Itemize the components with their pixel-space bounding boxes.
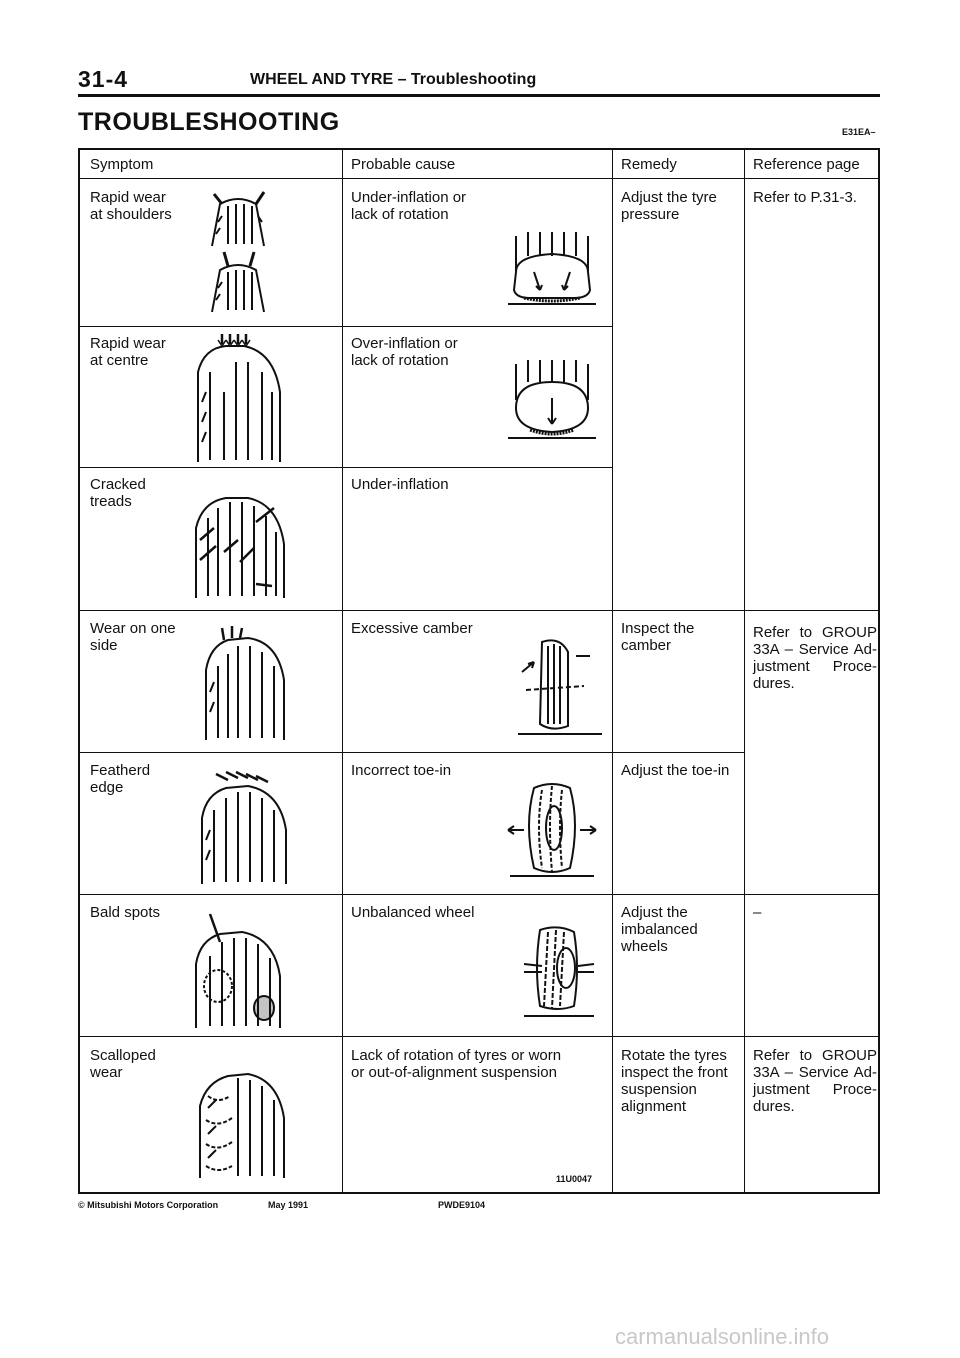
tread-bald-spot-icon xyxy=(184,912,288,1030)
running-title: WHEEL AND TYRE – Troubleshooting xyxy=(250,71,537,88)
tread-centre-wear-icon xyxy=(184,332,288,464)
remedy-cell: Adjust the imbalanced wheels xyxy=(621,904,698,955)
remedy-cell: Adjust the toe-in xyxy=(621,762,730,779)
remedy-cell: Rotate the tyres inspect the front suspension alignment xyxy=(621,1047,728,1115)
symptom-cell: Rapid wear at centre xyxy=(90,335,166,369)
reference-cell: Refer to GROUP 33A – Service Adjustment Procedures. xyxy=(753,1047,877,1115)
cause-cell: Under-inflation xyxy=(351,476,449,493)
page-header xyxy=(78,66,880,96)
column-header-remedy: Remedy xyxy=(621,156,677,173)
figure-code: 11U0047 xyxy=(556,1174,593,1184)
cause-cell: Lack of rotation of tyres or worn or out-of-alignment suspension xyxy=(351,1047,562,1081)
cause-cell: Unbalanced wheel xyxy=(351,904,475,921)
footer-date: May 1991 xyxy=(268,1200,309,1210)
reference-cell: – xyxy=(753,904,762,921)
symptom-cell: Cracked treads xyxy=(90,476,146,510)
row-divider xyxy=(80,752,745,753)
tyre-toe-in-icon xyxy=(500,782,604,878)
row-divider xyxy=(80,610,878,611)
row-divider xyxy=(80,894,878,895)
watermark: carmanualsonline.info xyxy=(615,1324,830,1349)
tyre-overinflated-icon xyxy=(504,360,600,450)
tread-cracked-icon xyxy=(186,488,290,600)
symptom-cell: Bald spots xyxy=(90,904,161,921)
troubleshooting-table xyxy=(78,148,880,1194)
section-code: E31EA– xyxy=(842,127,876,137)
header-divider xyxy=(80,178,878,179)
tyre-unbalanced-icon xyxy=(504,922,604,1018)
header-rule xyxy=(78,94,880,97)
cause-cell: Under-inflation or lack of rotation xyxy=(351,189,467,223)
reference-cell: Refer to GROUP 33A – Service Adjustment Procedures. xyxy=(753,624,877,692)
tyre-camber-icon xyxy=(502,636,602,736)
tread-scalloped-icon xyxy=(188,1056,292,1180)
column-header-cause: Probable cause xyxy=(351,156,456,173)
page-number: 31-4 xyxy=(78,66,129,92)
remedy-cell: Inspect the camber xyxy=(621,620,695,654)
cause-cell: Over-inflation or lack of rotation xyxy=(351,335,458,369)
row-divider xyxy=(80,467,613,468)
symptom-cell: Scalloped wear xyxy=(90,1047,156,1081)
section-title: TROUBLESHOOTING xyxy=(78,108,340,136)
tread-one-side-wear-icon xyxy=(198,626,290,742)
document-code: PWDE9104 xyxy=(438,1200,486,1210)
row-divider xyxy=(80,326,613,327)
symptom-cell: Wear on one side xyxy=(90,620,176,654)
tyre-underinflated-icon xyxy=(504,232,600,322)
tread-feathered-icon xyxy=(190,770,294,886)
row-divider xyxy=(80,1036,878,1037)
copyright: © Mitsubishi Motors Corporation xyxy=(78,1200,219,1210)
column-header-reference: Reference page xyxy=(753,156,860,173)
remedy-cell: Adjust the tyre pressure xyxy=(621,189,717,223)
column-header-symptom: Symptom xyxy=(90,156,154,173)
tread-shoulder-wear-icon xyxy=(192,186,284,316)
symptom-cell: Rapid wear at shoulders xyxy=(90,189,172,223)
reference-cell: Refer to P.31-3. xyxy=(753,189,857,206)
symptom-cell: Featherd edge xyxy=(90,762,151,796)
cause-cell: Incorrect toe-in xyxy=(351,762,452,779)
cause-cell: Excessive camber xyxy=(351,620,473,637)
